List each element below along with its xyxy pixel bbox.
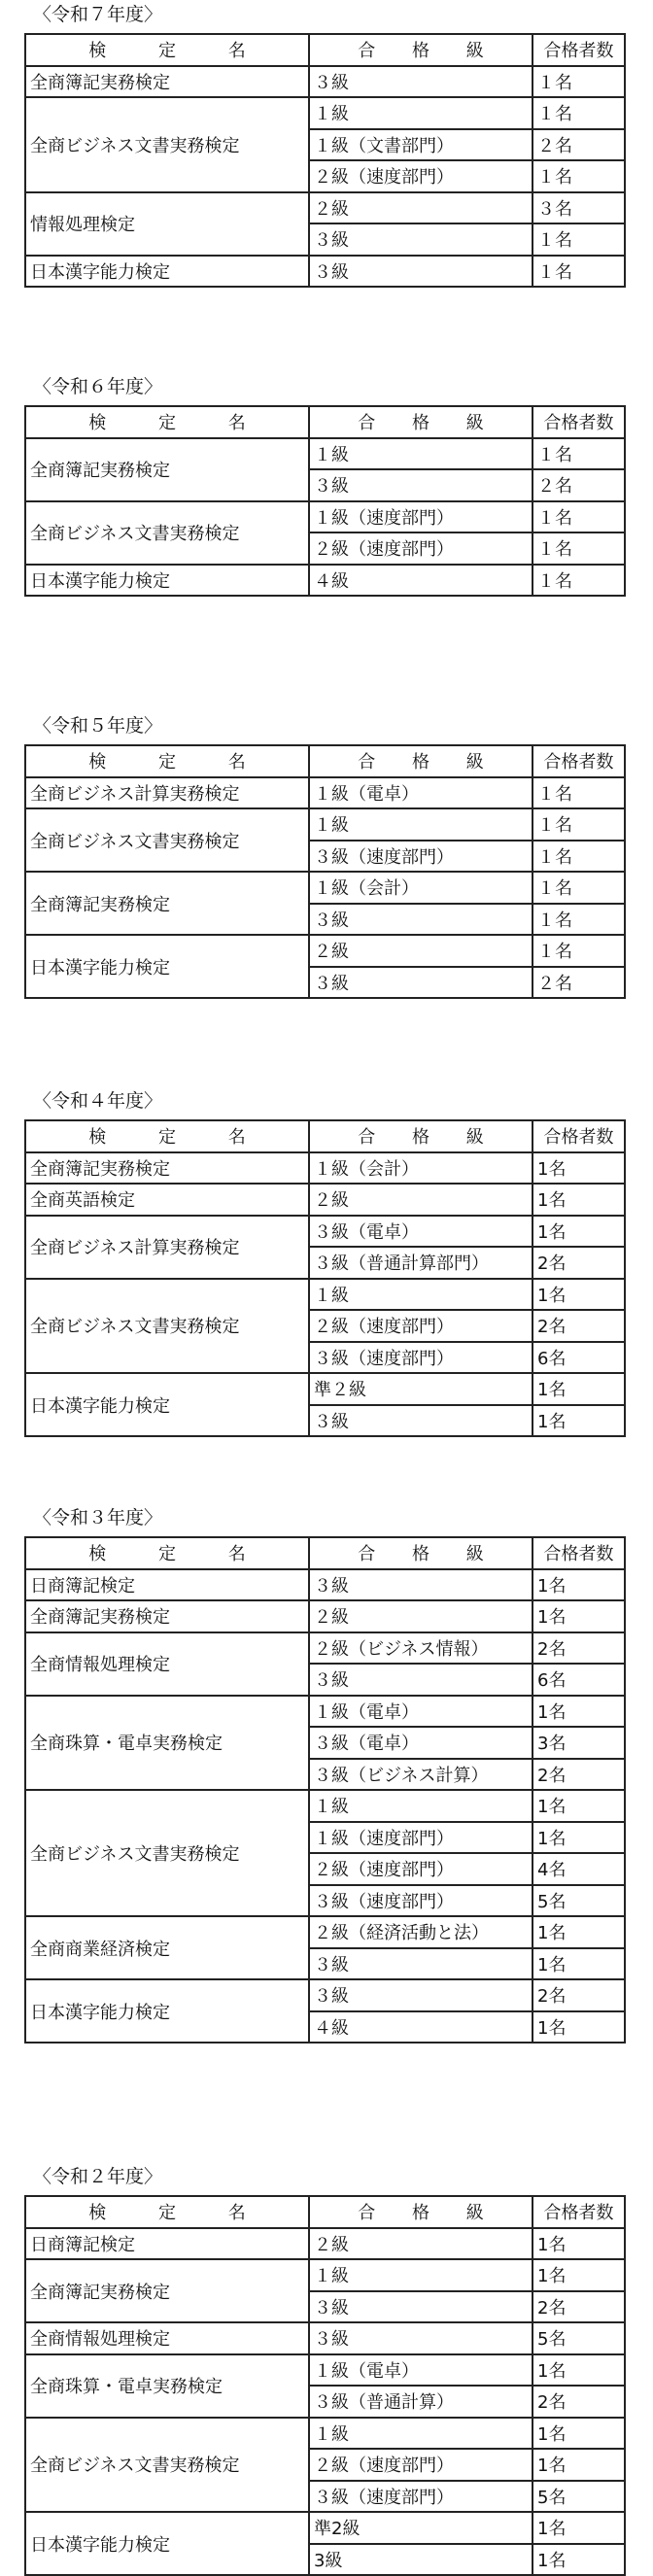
header-level: 合 格 級 — [309, 406, 533, 438]
passed-count: １名 — [533, 872, 625, 904]
passed-count: １名 — [533, 160, 625, 192]
exam-name: 全商情報処理検定 — [25, 1632, 309, 1696]
table-header-row — [25, 1120, 625, 1152]
results-table — [24, 1536, 626, 2044]
exam-name: 全商ビジネス計算実務検定 — [25, 1216, 309, 1279]
passed-level: １級（文書部門） — [309, 129, 533, 161]
header-exam-name: 検 定 名 — [25, 745, 309, 777]
table-row — [25, 1790, 625, 1822]
section-title: 〈令和４年度〉 — [33, 1090, 163, 1112]
table-row — [25, 438, 625, 470]
table-row — [25, 2322, 625, 2354]
header-exam-name: 検 定 名 — [25, 1537, 309, 1569]
passed-level: １級 — [309, 1790, 533, 1822]
passed-count: 2名 — [533, 1310, 625, 1342]
table-row — [25, 2259, 625, 2291]
passed-count: １名 — [533, 438, 625, 470]
passed-count: ２名 — [533, 967, 625, 999]
passed-level: ２級（速度部門） — [309, 2449, 533, 2481]
passed-count: 1名 — [533, 2259, 625, 2291]
exam-name: 全商珠算・電卓実務検定 — [25, 2354, 309, 2418]
exam-name: 情報処理検定 — [25, 192, 309, 256]
passed-count: １名 — [533, 256, 625, 288]
passed-count: 6名 — [533, 1664, 625, 1696]
passed-count: 2名 — [533, 1759, 625, 1791]
passed-count: 1名 — [533, 1216, 625, 1248]
passed-count: １名 — [533, 223, 625, 256]
passed-level: １級（電卓） — [309, 777, 533, 809]
table-row — [25, 2512, 625, 2544]
exam-name: 全商ビジネス文書実務検定 — [25, 1790, 309, 1916]
table-row — [25, 1632, 625, 1665]
passed-level: ３級（普通計算部門） — [309, 1247, 533, 1279]
passed-level: ３級 — [309, 1569, 533, 1601]
passed-level: 準2級 — [309, 2512, 533, 2544]
passed-level: １級 — [309, 1279, 533, 1311]
passed-level: １級（会計） — [309, 872, 533, 904]
section-title: 〈令和５年度〉 — [33, 715, 163, 737]
table-row — [25, 501, 625, 533]
table-header-row — [25, 1537, 625, 1569]
exam-name: 日本漢字能力検定 — [25, 935, 309, 998]
passed-level: ３級（速度部門） — [309, 1885, 533, 1917]
table-row — [25, 777, 625, 809]
header-level: 合 格 級 — [309, 2196, 533, 2228]
exam-name: 全商簿記実務検定 — [25, 1152, 309, 1185]
passed-level: １級 — [309, 808, 533, 841]
passed-level: １級 — [309, 438, 533, 470]
passed-count: 2名 — [533, 1632, 625, 1665]
passed-count: １名 — [533, 66, 625, 98]
passed-level: ３級 — [309, 223, 533, 256]
passed-level: １級（電卓） — [309, 1696, 533, 1728]
table-row — [25, 808, 625, 841]
exam-name: 全商ビジネス文書実務検定 — [25, 2418, 309, 2513]
header-exam-name: 検 定 名 — [25, 1120, 309, 1152]
passed-level: ３級 — [309, 2322, 533, 2354]
passed-count: 4名 — [533, 1853, 625, 1885]
passed-count: 1名 — [533, 1569, 625, 1601]
table-row — [25, 2228, 625, 2260]
passed-count: １名 — [533, 97, 625, 129]
exam-name: 全商簿記実務検定 — [25, 1600, 309, 1632]
header-exam-name: 検 定 名 — [25, 34, 309, 66]
exam-name: 日商簿記検定 — [25, 1569, 309, 1601]
section-title: 〈令和６年度〉 — [33, 376, 163, 397]
passed-count: １名 — [533, 841, 625, 873]
passed-count: 3名 — [533, 1727, 625, 1759]
header-exam-name: 検 定 名 — [25, 2196, 309, 2228]
passed-count: １名 — [533, 935, 625, 967]
table-row — [25, 1152, 625, 1185]
passed-count: 2名 — [533, 1247, 625, 1279]
header-exam-name: 検 定 名 — [25, 406, 309, 438]
passed-count: 1名 — [533, 2512, 625, 2544]
table-row — [25, 1600, 625, 1632]
passed-count: 1名 — [533, 2011, 625, 2044]
passed-count: 1名 — [533, 1916, 625, 1948]
passed-level: ４級 — [309, 565, 533, 597]
exam-name: 全商英語検定 — [25, 1184, 309, 1216]
passed-count: 2名 — [533, 2291, 625, 2323]
results-table — [24, 2195, 626, 2576]
passed-level: 準２級 — [309, 1373, 533, 1405]
table-row — [25, 872, 625, 904]
passed-count: ３名 — [533, 192, 625, 224]
table-header-row — [25, 406, 625, 438]
table-row — [25, 565, 625, 597]
exam-name: 日本漢字能力検定 — [25, 565, 309, 597]
exam-name: 全商簿記実務検定 — [25, 66, 309, 98]
passed-count: 1名 — [533, 1822, 625, 1854]
passed-count: １名 — [533, 532, 625, 565]
passed-level: 3級 — [309, 2544, 533, 2576]
passed-count: 1名 — [533, 1279, 625, 1311]
results-table — [24, 1119, 626, 1437]
passed-level: ３級 — [309, 1664, 533, 1696]
exam-name: 全商情報処理検定 — [25, 2322, 309, 2354]
passed-count: 1名 — [533, 2449, 625, 2481]
passed-count: 1名 — [533, 1405, 625, 1437]
table-row — [25, 1279, 625, 1311]
passed-level: ３級（電卓） — [309, 1727, 533, 1759]
passed-level: ３級 — [309, 1948, 533, 1980]
passed-level: ３級 — [309, 967, 533, 999]
table-row — [25, 2354, 625, 2387]
header-passed-count: 合格者数 — [533, 2196, 625, 2228]
exam-name: 全商ビジネス文書実務検定 — [25, 1279, 309, 1374]
passed-level: １級 — [309, 97, 533, 129]
passed-count: ２名 — [533, 469, 625, 501]
results-table — [24, 744, 626, 999]
passed-level: ３級（速度部門） — [309, 841, 533, 873]
passed-count: 1名 — [533, 1696, 625, 1728]
header-level: 合 格 級 — [309, 1120, 533, 1152]
header-level: 合 格 級 — [309, 745, 533, 777]
passed-level: １級 — [309, 2259, 533, 2291]
table-row — [25, 1216, 625, 1248]
table-header-row — [25, 34, 625, 66]
passed-level: ２級（ビジネス情報） — [309, 1632, 533, 1665]
header-passed-count: 合格者数 — [533, 1537, 625, 1569]
exam-name: 日本漢字能力検定 — [25, 1979, 309, 2043]
exam-name: 全商簿記実務検定 — [25, 872, 309, 935]
passed-level: ３級 — [309, 66, 533, 98]
passed-level: ２級 — [309, 1600, 533, 1632]
passed-level: ３級 — [309, 1979, 533, 2011]
header-passed-count: 合格者数 — [533, 34, 625, 66]
section-title: 〈令和２年度〉 — [33, 2166, 163, 2187]
passed-count: 6名 — [533, 1342, 625, 1374]
passed-level: １級（速度部門） — [309, 1822, 533, 1854]
table-row — [25, 192, 625, 224]
header-passed-count: 合格者数 — [533, 406, 625, 438]
passed-count: 1名 — [533, 1948, 625, 1980]
passed-count: 1名 — [533, 1373, 625, 1405]
table-row — [25, 1184, 625, 1216]
table-row — [25, 1569, 625, 1601]
table-row — [25, 1373, 625, 1405]
passed-level: ３級 — [309, 469, 533, 501]
table-row — [25, 256, 625, 288]
passed-count: 5名 — [533, 2481, 625, 2513]
passed-count: 1名 — [533, 1790, 625, 1822]
passed-level: ２級（速度部門） — [309, 1310, 533, 1342]
passed-count: １名 — [533, 777, 625, 809]
passed-count: １名 — [533, 808, 625, 841]
passed-level: ４級 — [309, 2011, 533, 2044]
exam-name: 全商ビジネス文書実務検定 — [25, 501, 309, 565]
table-row — [25, 1979, 625, 2011]
passed-count: 1名 — [533, 1152, 625, 1185]
passed-level: ３級（速度部門） — [309, 1342, 533, 1374]
passed-level: ３級（電卓） — [309, 1216, 533, 1248]
passed-count: 1名 — [533, 2418, 625, 2450]
passed-level: ２級 — [309, 2228, 533, 2260]
exam-name: 全商ビジネス文書実務検定 — [25, 97, 309, 192]
passed-count: １名 — [533, 501, 625, 533]
table-header-row — [25, 745, 625, 777]
passed-level: ３級（速度部門） — [309, 2481, 533, 2513]
passed-level: １級 — [309, 2418, 533, 2450]
passed-level: １級（速度部門） — [309, 501, 533, 533]
passed-level: ３級 — [309, 256, 533, 288]
exam-name: 日本漢字能力検定 — [25, 2512, 309, 2575]
header-level: 合 格 級 — [309, 1537, 533, 1569]
section-title: 〈令和３年度〉 — [33, 1507, 163, 1528]
exam-name: 全商珠算・電卓実務検定 — [25, 1696, 309, 1791]
table-row — [25, 1916, 625, 1948]
table-row — [25, 66, 625, 98]
passed-count: １名 — [533, 904, 625, 936]
header-passed-count: 合格者数 — [533, 745, 625, 777]
passed-count: 5名 — [533, 1885, 625, 1917]
passed-count: 2名 — [533, 2386, 625, 2418]
passed-level: ２級（速度部門） — [309, 532, 533, 565]
passed-level: ２級 — [309, 1184, 533, 1216]
table-row — [25, 97, 625, 129]
table-row — [25, 1696, 625, 1728]
passed-level: ２級（速度部門） — [309, 1853, 533, 1885]
passed-level: １級（電卓） — [309, 2354, 533, 2387]
passed-level: ３級（普通計算） — [309, 2386, 533, 2418]
exam-name: 全商簿記実務検定 — [25, 2259, 309, 2322]
passed-level: １級（会計） — [309, 1152, 533, 1185]
exam-name: 全商ビジネス計算実務検定 — [25, 777, 309, 809]
exam-name: 日商簿記検定 — [25, 2228, 309, 2260]
passed-count: 1名 — [533, 1184, 625, 1216]
passed-level: ３級（ビジネス計算） — [309, 1759, 533, 1791]
results-table — [24, 33, 626, 288]
passed-count: 2名 — [533, 1979, 625, 2011]
passed-count: 1名 — [533, 1600, 625, 1632]
passed-level: ３級 — [309, 904, 533, 936]
exam-name: 全商ビジネス文書実務検定 — [25, 808, 309, 872]
passed-level: ２級 — [309, 935, 533, 967]
exam-name: 全商商業経済検定 — [25, 1916, 309, 1979]
exam-name: 全商簿記実務検定 — [25, 438, 309, 501]
section-title: 〈令和７年度〉 — [33, 4, 163, 25]
header-passed-count: 合格者数 — [533, 1120, 625, 1152]
passed-count: 1名 — [533, 2544, 625, 2576]
passed-level: ２級（速度部門） — [309, 160, 533, 192]
passed-count: 1名 — [533, 2228, 625, 2260]
table-header-row — [25, 2196, 625, 2228]
passed-level: ２級 — [309, 192, 533, 224]
passed-count: 5名 — [533, 2322, 625, 2354]
results-table — [24, 405, 626, 597]
table-row — [25, 935, 625, 967]
passed-level: ３級 — [309, 2291, 533, 2323]
header-level: 合 格 級 — [309, 34, 533, 66]
table-row — [25, 2418, 625, 2450]
passed-count: １名 — [533, 565, 625, 597]
exam-name: 日本漢字能力検定 — [25, 1373, 309, 1436]
passed-level: ３級 — [309, 1405, 533, 1437]
passed-level: ２級（経済活動と法） — [309, 1916, 533, 1948]
exam-name: 日本漢字能力検定 — [25, 256, 309, 288]
passed-count: 1名 — [533, 2354, 625, 2387]
passed-count: ２名 — [533, 129, 625, 161]
